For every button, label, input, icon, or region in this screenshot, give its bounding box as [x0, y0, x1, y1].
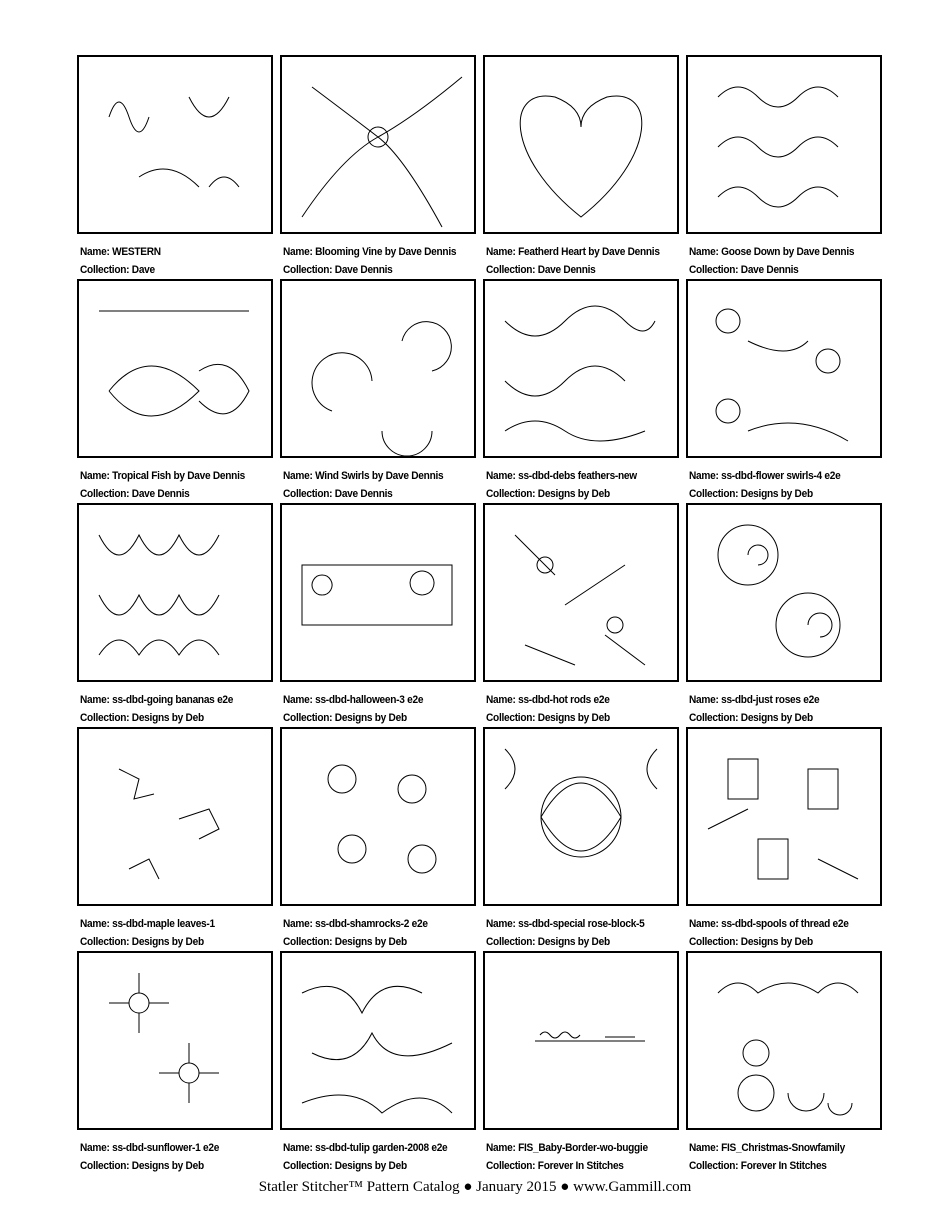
pattern-drawing — [688, 953, 880, 1128]
pattern-item — [280, 503, 476, 727]
pattern-item — [483, 727, 679, 951]
pattern-collection-value: Dave Dennis — [537, 264, 596, 276]
pattern-thumbnail — [686, 951, 882, 1130]
pattern-name-value: ss-dbd-tulip garden-2008 e2e — [315, 1142, 448, 1154]
pattern-collection-value: Dave Dennis — [334, 264, 393, 276]
pattern-name: Name: FIS_Christmas-Snowfamily — [689, 1142, 845, 1154]
pattern-collection-value: Forever In Stitches — [537, 1160, 624, 1172]
pattern-name-value: ss-dbd-halloween-3 e2e — [315, 694, 424, 706]
name-prefix: Name — [80, 918, 107, 930]
pattern-thumbnail — [483, 503, 679, 682]
pattern-item — [686, 55, 882, 279]
name-prefix: Name — [689, 694, 716, 706]
pattern-drawing — [79, 729, 271, 904]
pattern-name: Name: ss-dbd-maple leaves-1 — [80, 918, 215, 930]
pattern-drawing — [79, 953, 271, 1128]
pattern-name: Name: ss-dbd-flower swirls-4 e2e — [689, 470, 841, 482]
pattern-item — [483, 279, 679, 503]
name-prefix: Name — [80, 246, 107, 258]
pattern-name: Name: ss-dbd-halloween-3 e2e — [283, 694, 424, 706]
pattern-name-value: ss-dbd-flower swirls-4 e2e — [721, 470, 841, 482]
pattern-name-value: Featherd Heart by Dave Dennis — [518, 246, 660, 258]
pattern-collection: Collection: Dave Dennis — [80, 488, 190, 500]
pattern-name-value: ss-dbd-special rose-block-5 — [518, 918, 645, 930]
pattern-item — [77, 951, 273, 1175]
collection-prefix: Collection — [80, 936, 127, 948]
pattern-name: Name: Goose Down by Dave Dennis — [689, 246, 855, 258]
pattern-name-value: ss-dbd-going bananas e2e — [112, 694, 234, 706]
collection-prefix: Collection — [80, 1160, 127, 1172]
pattern-collection-value: Designs by Deb — [334, 1160, 407, 1172]
name-prefix: Name — [283, 246, 310, 258]
pattern-collection-value: Designs by Deb — [131, 1160, 204, 1172]
pattern-item — [280, 279, 476, 503]
name-prefix: Name — [689, 1142, 716, 1154]
pattern-item — [77, 279, 273, 503]
collection-prefix: Collection — [689, 936, 736, 948]
pattern-name-value: ss-dbd-maple leaves-1 — [112, 918, 215, 930]
pattern-thumbnail — [280, 55, 476, 234]
name-prefix: Name — [486, 246, 513, 258]
pattern-collection-value: Designs by Deb — [740, 936, 813, 948]
pattern-thumbnail — [280, 951, 476, 1130]
collection-prefix: Collection — [486, 712, 533, 724]
pattern-collection: Collection: Dave Dennis — [283, 264, 393, 276]
pattern-item — [77, 503, 273, 727]
collection-prefix: Collection — [689, 488, 736, 500]
pattern-drawing — [485, 281, 677, 456]
pattern-thumbnail — [77, 55, 273, 234]
name-prefix: Name — [283, 918, 310, 930]
pattern-name-value: FIS_Christmas-Snowfamily — [721, 1142, 845, 1154]
pattern-drawing — [485, 505, 677, 680]
pattern-name: Name: Tropical Fish by Dave Dennis — [80, 470, 245, 482]
pattern-name: Name: Featherd Heart by Dave Dennis — [486, 246, 660, 258]
pattern-drawing — [688, 281, 880, 456]
pattern-drawing — [282, 953, 474, 1128]
pattern-collection: Collection: Designs by Deb — [689, 488, 813, 500]
pattern-thumbnail — [483, 951, 679, 1130]
pattern-thumbnail — [280, 727, 476, 906]
name-prefix: Name — [283, 694, 310, 706]
pattern-name: Name: Wind Swirls by Dave Dennis — [283, 470, 444, 482]
pattern-collection-value: Designs by Deb — [537, 488, 610, 500]
pattern-thumbnail — [77, 279, 273, 458]
name-prefix: Name — [80, 694, 107, 706]
pattern-collection-value: Designs by Deb — [131, 936, 204, 948]
pattern-drawing — [282, 281, 474, 456]
name-prefix: Name — [283, 470, 310, 482]
pattern-item — [686, 727, 882, 951]
pattern-collection: Collection: Designs by Deb — [283, 712, 407, 724]
pattern-drawing — [485, 57, 677, 232]
pattern-drawing — [282, 57, 474, 232]
name-prefix: Name — [80, 470, 107, 482]
pattern-collection: Collection: Designs by Deb — [486, 488, 610, 500]
pattern-name: Name: ss-dbd-spools of thread e2e — [689, 918, 849, 930]
pattern-name: Name: ss-dbd-debs feathers-new — [486, 470, 637, 482]
name-prefix: Name — [283, 1142, 310, 1154]
pattern-collection-value: Forever In Stitches — [740, 1160, 827, 1172]
pattern-name-value: ss-dbd-just roses e2e — [721, 694, 820, 706]
pattern-name: Name: ss-dbd-shamrocks-2 e2e — [283, 918, 428, 930]
pattern-item — [77, 727, 273, 951]
pattern-thumbnail — [483, 727, 679, 906]
collection-prefix: Collection — [486, 488, 533, 500]
pattern-thumbnail — [280, 503, 476, 682]
pattern-name: Name: ss-dbd-just roses e2e — [689, 694, 820, 706]
pattern-collection-value: Dave Dennis — [334, 488, 393, 500]
pattern-name: Name: WESTERN — [80, 246, 161, 258]
pattern-drawing — [485, 729, 677, 904]
pattern-collection: Collection: Designs by Deb — [80, 1160, 204, 1172]
pattern-drawing — [282, 505, 474, 680]
pattern-collection-value: Designs by Deb — [537, 712, 610, 724]
name-prefix: Name — [689, 470, 716, 482]
pattern-collection: Collection: Designs by Deb — [283, 936, 407, 948]
collection-prefix: Collection — [486, 1160, 533, 1172]
collection-prefix: Collection — [486, 264, 533, 276]
pattern-thumbnail — [280, 279, 476, 458]
collection-prefix: Collection — [689, 712, 736, 724]
pattern-item — [280, 727, 476, 951]
pattern-thumbnail — [483, 55, 679, 234]
page-footer: Statler Stitcher™ Pattern Catalog ● January 2015 ● www.Gammill.com — [258, 1179, 692, 1195]
pattern-thumbnail — [77, 727, 273, 906]
collection-prefix: Collection — [80, 488, 127, 500]
pattern-thumbnail — [686, 503, 882, 682]
pattern-name: Name: ss-dbd-tulip garden-2008 e2e — [283, 1142, 448, 1154]
pattern-item — [686, 279, 882, 503]
collection-prefix: Collection — [283, 264, 330, 276]
pattern-thumbnail — [77, 503, 273, 682]
pattern-drawing — [79, 281, 271, 456]
pattern-name-value: ss-dbd-sunflower-1 e2e — [112, 1142, 220, 1154]
name-prefix: Name — [486, 694, 513, 706]
pattern-collection-value: Dave Dennis — [740, 264, 799, 276]
pattern-item — [483, 55, 679, 279]
pattern-collection-value: Designs by Deb — [334, 712, 407, 724]
pattern-name-value: ss-dbd-shamrocks-2 e2e — [315, 918, 428, 930]
pattern-collection-value: Designs by Deb — [740, 488, 813, 500]
pattern-collection: Collection: Forever In Stitches — [689, 1160, 827, 1172]
pattern-name: Name: ss-dbd-hot rods e2e — [486, 694, 610, 706]
pattern-collection: Collection: Dave Dennis — [283, 488, 393, 500]
pattern-name: Name: Blooming Vine by Dave Dennis — [283, 246, 457, 258]
pattern-drawing — [282, 729, 474, 904]
collection-prefix: Collection — [486, 936, 533, 948]
pattern-name-value: Tropical Fish by Dave Dennis — [112, 470, 245, 482]
collection-prefix: Collection — [283, 1160, 330, 1172]
pattern-drawing — [79, 505, 271, 680]
pattern-collection-value: Designs by Deb — [334, 936, 407, 948]
pattern-collection: Collection: Dave Dennis — [689, 264, 799, 276]
pattern-item — [686, 503, 882, 727]
pattern-name: Name: ss-dbd-going bananas e2e — [80, 694, 234, 706]
pattern-name-value: ss-dbd-hot rods e2e — [518, 694, 610, 706]
pattern-name-value: ss-dbd-debs feathers-new — [518, 470, 637, 482]
pattern-collection-value: Designs by Deb — [740, 712, 813, 724]
pattern-thumbnail — [483, 279, 679, 458]
pattern-name: Name: ss-dbd-special rose-block-5 — [486, 918, 645, 930]
pattern-collection-value: Dave — [131, 264, 155, 276]
pattern-collection: Collection: Designs by Deb — [486, 936, 610, 948]
pattern-name-value: Wind Swirls by Dave Dennis — [315, 470, 444, 482]
pattern-item — [280, 951, 476, 1175]
pattern-drawing — [485, 953, 677, 1128]
pattern-collection: Collection: Designs by Deb — [283, 1160, 407, 1172]
pattern-drawing — [79, 57, 271, 232]
collection-prefix: Collection — [283, 936, 330, 948]
pattern-name-value: WESTERN — [112, 246, 161, 258]
name-prefix: Name — [80, 1142, 107, 1154]
pattern-item — [280, 55, 476, 279]
pattern-collection: Collection: Dave Dennis — [486, 264, 596, 276]
pattern-item — [77, 55, 273, 279]
pattern-collection: Collection: Designs by Deb — [80, 712, 204, 724]
name-prefix: Name — [689, 246, 716, 258]
pattern-drawing — [688, 57, 880, 232]
pattern-collection: Collection: Dave — [80, 264, 155, 276]
pattern-collection: Collection: Designs by Deb — [689, 712, 813, 724]
pattern-item — [483, 503, 679, 727]
pattern-collection-value: Designs by Deb — [537, 936, 610, 948]
name-prefix: Name — [486, 918, 513, 930]
name-prefix: Name — [486, 470, 513, 482]
collection-prefix: Collection — [283, 712, 330, 724]
pattern-name-value: Blooming Vine by Dave Dennis — [315, 246, 457, 258]
name-prefix: Name — [486, 1142, 513, 1154]
pattern-grid — [77, 55, 882, 1175]
pattern-item — [483, 951, 679, 1175]
collection-prefix: Collection — [689, 1160, 736, 1172]
pattern-drawing — [688, 505, 880, 680]
collection-prefix: Collection — [283, 488, 330, 500]
pattern-collection: Collection: Designs by Deb — [689, 936, 813, 948]
name-prefix: Name — [689, 918, 716, 930]
pattern-collection-value: Dave Dennis — [131, 488, 190, 500]
pattern-name-value: Goose Down by Dave Dennis — [721, 246, 855, 258]
pattern-name: Name: FIS_Baby-Border-wo-buggie — [486, 1142, 648, 1154]
pattern-item — [686, 951, 882, 1175]
pattern-thumbnail — [686, 727, 882, 906]
collection-prefix: Collection — [80, 712, 127, 724]
pattern-drawing — [688, 729, 880, 904]
collection-prefix: Collection — [80, 264, 127, 276]
pattern-collection-value: Designs by Deb — [131, 712, 204, 724]
pattern-collection: Collection: Forever In Stitches — [486, 1160, 624, 1172]
pattern-thumbnail — [686, 279, 882, 458]
pattern-thumbnail — [686, 55, 882, 234]
pattern-collection: Collection: Designs by Deb — [486, 712, 610, 724]
collection-prefix: Collection — [689, 264, 736, 276]
pattern-collection: Collection: Designs by Deb — [80, 936, 204, 948]
pattern-name-value: ss-dbd-spools of thread e2e — [721, 918, 849, 930]
pattern-name: Name: ss-dbd-sunflower-1 e2e — [80, 1142, 220, 1154]
pattern-name-value: FIS_Baby-Border-wo-buggie — [518, 1142, 648, 1154]
pattern-thumbnail — [77, 951, 273, 1130]
